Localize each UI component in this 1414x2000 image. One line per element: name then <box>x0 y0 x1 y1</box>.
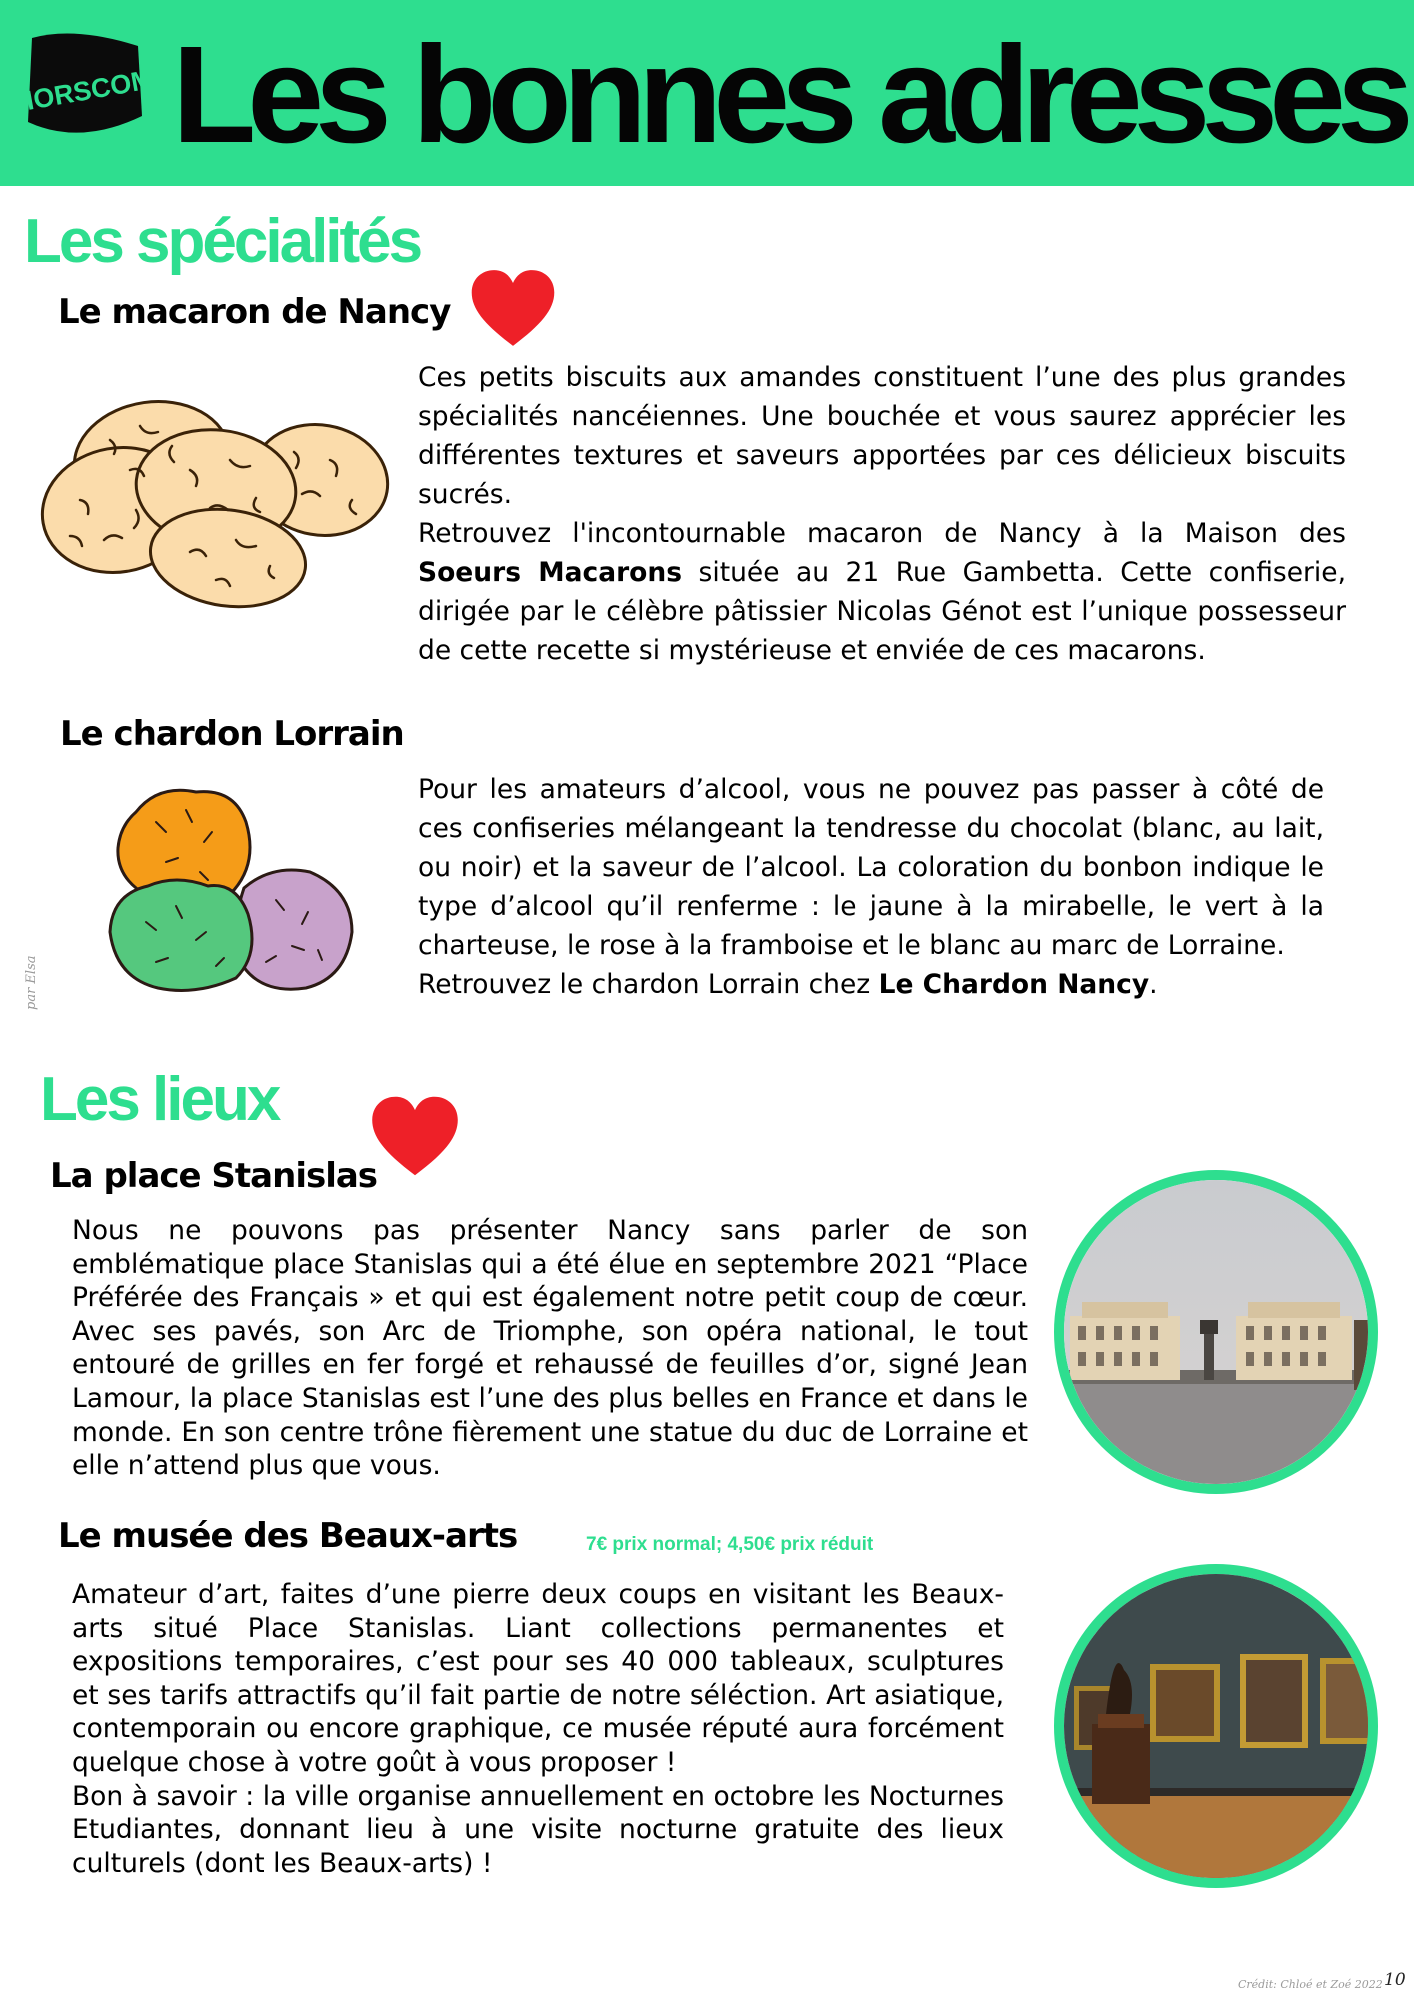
illustration-credit: par Elsa <box>24 955 39 1010</box>
le-chardon-nancy-name: Le Chardon Nancy <box>878 969 1150 1000</box>
macaron-paragraph-1: Ces petits biscuits aux amandes constituent l’une des plus grandes spécialités nancéiennes. Une bouchée et vous saurez apprécier les différentes textures et saveurs apportées par ces délicieux biscuits sucrés. <box>418 362 1346 510</box>
stanislas-description <box>72 1214 1028 1483</box>
musee-title: Le musée des Beaux-arts <box>58 1516 518 1556</box>
chardon-illustration <box>96 782 362 1002</box>
heart-icon <box>470 268 556 348</box>
stanislas-title: La place Stanislas <box>50 1156 378 1196</box>
horscom-logo <box>20 28 150 148</box>
macarons-illustration <box>40 390 390 610</box>
section-heading-specialites: Les spécialités <box>24 207 421 276</box>
heart-icon <box>370 1095 460 1177</box>
place-stanislas-photo <box>1054 1170 1378 1494</box>
macaron-title: Le macaron de Nancy <box>58 292 451 332</box>
musee-paragraph-2: Bon à savoir : la ville organise annuellement en octobre les Nocturnes Etudiantes, donnant lieu à une visite nocturne gratuite des lieux culturels (dont les Beaux-arts) ! <box>72 1780 1004 1879</box>
page-number: 10 <box>1384 1970 1406 1990</box>
musee-price: 7€ prix normal; 4,50€ prix réduit <box>586 1534 874 1555</box>
macaron-paragraph-2: Retrouvez l'incontournable macaron de Nancy à la Maison des Soeurs Macarons située au 21 Rue Gambetta. Cette confiserie, dirigée par le célèbre pâtissier Nicolas Génot est l’unique possesseur de cette recette si mystérieuse et enviée de ces macarons. <box>418 518 1346 666</box>
macaron-description <box>418 358 1346 670</box>
soeurs-macarons-name: Soeurs Macarons <box>418 557 683 588</box>
musee-paragraph-1: Amateur d’art, faites d’une pierre deux coups en visitant les Beaux-arts situé Place Stanislas. Liant collections permanentes et expositions temporaires, c’est pour ses 40 000 tableaux, sculptures et ses tarifs attractifs qu’il fait partie de notre séléction. Art asiatique, contemporain ou encore graphique, ce musée réputé aura forcément quelque chose à votre goût à vous proposer ! <box>72 1579 1004 1778</box>
footer-credit: Crédit: Chloé et Zoé 2022 <box>1238 1978 1383 1991</box>
page-title: Les bonnes adresses <box>172 18 1405 172</box>
stanislas-paragraph: Nous ne pouvons pas présenter Nancy sans parler de son emblématique place Stanislas qui a été élue en septembre 2021 “Place Préférée des Français » et qui est également notre petit coup de cœur. Avec ses pavés, son Arc de Triomphe, son opéra national, le tout entouré de grilles en fer forgé et rehaussé de feuilles d’or, signé Jean Lamour, la place Stanislas est l’une des plus belles en France et dans le monde. En son centre trône fièrement une statue du duc de Lorraine et elle n’attend plus que vous. <box>72 1215 1028 1482</box>
chardon-paragraph-1: Pour les amateurs d’alcool, vous ne pouvez pas passer à côté de ces confiseries mélangeant la tendresse du chocolat (blanc, au lait, ou noir) et la saveur de l’alcool. La coloration du bonbon indique le type d’alcool qu’il renferme : le jaune à la mirabelle, le vert à la charteuse, le rose à la framboise et le blanc au marc de Lorraine. <box>418 774 1324 961</box>
chardon-paragraph-2: Retrouvez le chardon Lorrain chez Le Chardon Nancy. <box>418 969 1158 1000</box>
logo-text: HORSCOM <box>20 64 150 119</box>
musee-beaux-arts-photo <box>1054 1564 1378 1888</box>
section-heading-lieux: Les lieux <box>40 1065 279 1134</box>
musee-description <box>72 1578 1004 1880</box>
chardon-description <box>418 770 1324 1004</box>
chardon-title: Le chardon Lorrain <box>60 714 404 754</box>
